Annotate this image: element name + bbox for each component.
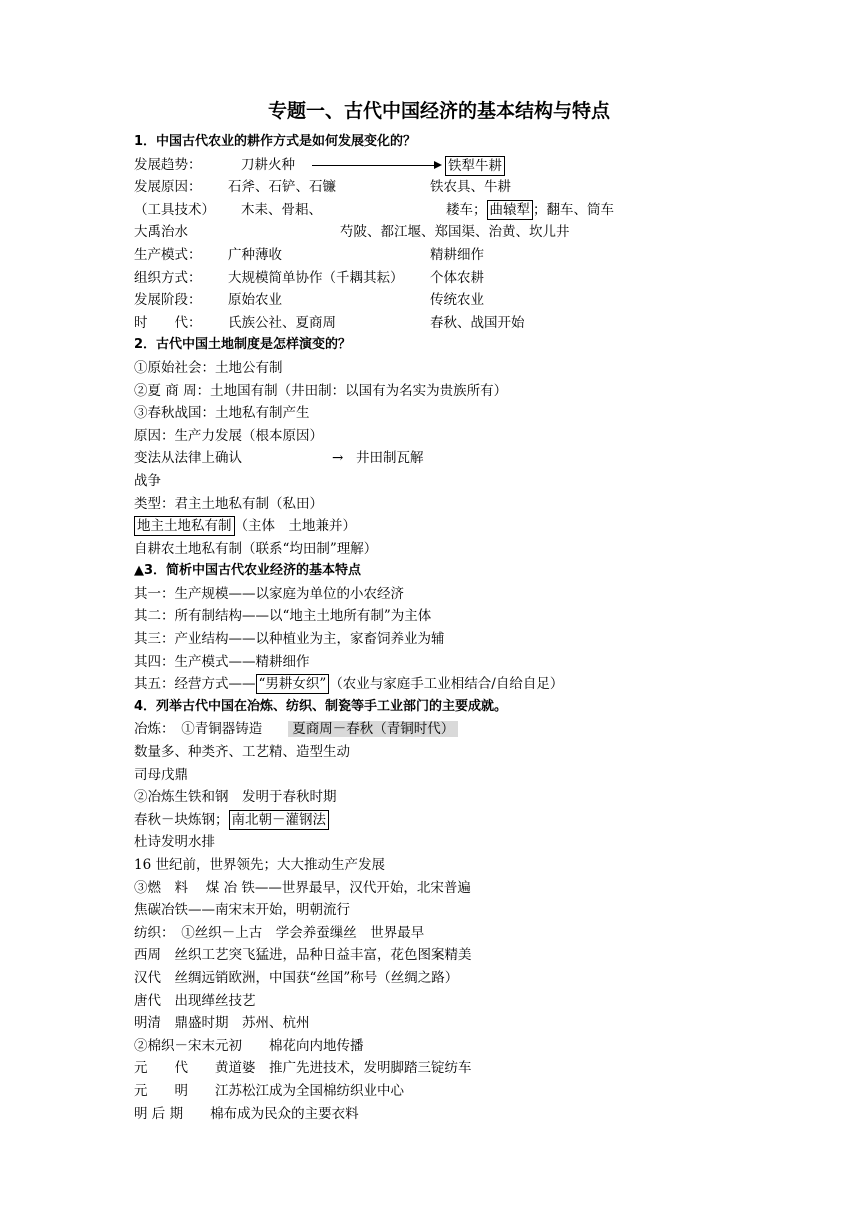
law-row (134, 447, 834, 470)
era-right: 春秋、战国开始 (430, 314, 525, 331)
text-line: 纺织： ①丝织－上古 学会养蚕缫丝 世界最早 (134, 924, 425, 941)
mode-row (134, 244, 834, 267)
text-line: 元 代 黄道婆 推广先进技术，发明脚踏三锭纺车 (134, 1060, 472, 1077)
text-line: 明清 鼎盛时期 苏州、杭州 (134, 1015, 310, 1032)
text-line: ②冶炼生铁和钢 发明于春秋时期 (134, 789, 337, 806)
text-line: 其三：产业结构——以种植业为主，家畜饲养业为辅 (134, 631, 445, 648)
reason-row (134, 176, 834, 199)
water-row (134, 221, 834, 244)
text-line: 其二：所有制结构——以“地主土地所有制”为主体 (134, 608, 432, 625)
landlord-rest: （主体 土地兼并） (234, 518, 356, 535)
trend-arrow-line (312, 165, 434, 166)
text-line: 焦碳冶铁——南宋末开始，明朝流行 (134, 902, 350, 919)
operation-box: “男耕女织” (256, 674, 330, 694)
reason-label: 发展原因： (134, 179, 202, 196)
era-label: 时 代： (134, 314, 202, 331)
tech-right-b: ；翻车、筒车 (533, 201, 614, 218)
org-right: 个体农耕 (430, 269, 484, 286)
text-line: 类型：君主土地私有制（私田） (134, 495, 323, 512)
law-right: 井田制瓦解 (356, 450, 424, 467)
document-body (134, 131, 834, 1125)
text-line: 明 后 期 棉布成为民众的主要衣料 (134, 1105, 359, 1122)
text-line: 其一：生产规模——以家庭为单位的小农经济 (134, 585, 404, 602)
mode-label: 生产模式： (134, 246, 202, 263)
text-line: 数量多、种类齐、工艺精、造型生动 (134, 744, 350, 761)
tech-row (134, 199, 834, 222)
section-2-heading: 2．古代中国土地制度是怎样演变的？ (134, 337, 352, 353)
org-label: 组织方式： (134, 269, 202, 286)
trend-from: 刀耕火种 (241, 156, 295, 173)
landlord-row (134, 515, 834, 538)
steel-box: 南北朝－灌钢法 (229, 810, 330, 830)
trend-to-box: 铁犁牛耕 (445, 156, 505, 176)
bronze-row (134, 718, 834, 741)
tech-right-box: 曲辕犁 (487, 200, 534, 220)
mode-operation-row (134, 673, 834, 696)
tech-left: 木耒、骨耜、 (241, 201, 322, 218)
section-4-heading: 4．列举古代中国在冶炼、纺织、制瓷等手工业部门的主要成就。 (134, 698, 508, 714)
text-line: ②棉织－宋末元初 棉花向内地传播 (134, 1037, 364, 1054)
org-row (134, 267, 834, 290)
text-line: ③春秋战国：土地私有制产生 (134, 405, 310, 422)
text-line: 战争 (134, 472, 161, 489)
text-line: 司母戊鼎 (134, 766, 188, 783)
text-line: ③燃 料 煤 冶 铁——世界最早，汉代开始，北宋普遍 (134, 879, 471, 896)
reason-left: 石斧、石铲、石镰 (228, 179, 336, 196)
text-line: 其四：生产模式——精耕细作 (134, 653, 310, 670)
text-line: 16 世纪前，世界领先；大大推动生产发展 (134, 857, 385, 873)
text-line: ①原始社会：土地公有制 (134, 359, 283, 376)
trend-label: 发展趋势： (134, 156, 202, 173)
text-line: 原因：生产力发展（根本原因） (134, 427, 323, 444)
arrow-right-icon: → (332, 450, 344, 467)
section-1-heading: 1．中国古代农业的耕作方式是如何发展变化的？ (134, 134, 417, 149)
bronze-age-highlight: 夏商周－春秋（青铜时代） (288, 721, 458, 737)
mode-right: 精耕细作 (430, 246, 484, 263)
stage-right: 传统农业 (430, 292, 484, 309)
era-left: 氏族公社、夏商周 (228, 314, 336, 331)
tech-right (446, 199, 614, 222)
mode-left: 广种薄收 (228, 246, 282, 263)
page-title: 专题一、古代中国经济的基本结构与特点 (267, 100, 610, 122)
text-line: ②夏 商 周：土地国有制（井田制：以国有为名实为贵族所有） (134, 382, 508, 399)
operation-rest: （农业与家庭手工业相结合/自给自足） (329, 676, 564, 693)
tech-right-a: 耧车； (446, 201, 487, 218)
stage-row (134, 289, 834, 312)
water-label: 大禹治水 (134, 224, 188, 241)
trend-arrow-icon (434, 161, 442, 169)
bronze-label: 冶炼： ①青铜器铸造 (134, 721, 263, 738)
text-line: 汉代 丝绸远销欧洲，中国获“丝国”称号（丝绸之路） (134, 969, 459, 986)
steel-row (134, 809, 834, 832)
text-line: 唐代 出现缂丝技艺 (134, 992, 256, 1009)
era-row (134, 312, 834, 335)
law-left: 变法从法律上确认 (134, 450, 242, 467)
stage-label: 发展阶段： (134, 292, 202, 309)
reason-right: 铁农具、牛耕 (430, 179, 511, 196)
stage-left: 原始农业 (228, 292, 282, 309)
text-line: 自耕农土地私有制（联系“均田制”理解） (134, 540, 378, 557)
section-3-heading: ▲3．简析中国古代农业经济的基本特点 (134, 563, 362, 579)
landlord-box: 地主土地私有制 (134, 516, 235, 536)
text-line: 杜诗发明水排 (134, 834, 215, 851)
operation-label: 其五：经营方式—— (134, 676, 256, 693)
tech-label: （工具技术） (134, 201, 215, 218)
text-line: 元 明 江苏松江成为全国棉纺织业中心 (134, 1082, 404, 1099)
steel-label: 春秋－块炼钢； (134, 811, 229, 828)
org-left: 大规模简单协作（千耦其耘） (228, 269, 404, 286)
text-line: 西周 丝织工艺突飞猛进，品种日益丰富，花色图案精美 (134, 947, 472, 964)
trend-row (134, 154, 834, 177)
water-right: 芍陂、都江堰、郑国渠、治黄、坎儿井 (340, 224, 570, 241)
